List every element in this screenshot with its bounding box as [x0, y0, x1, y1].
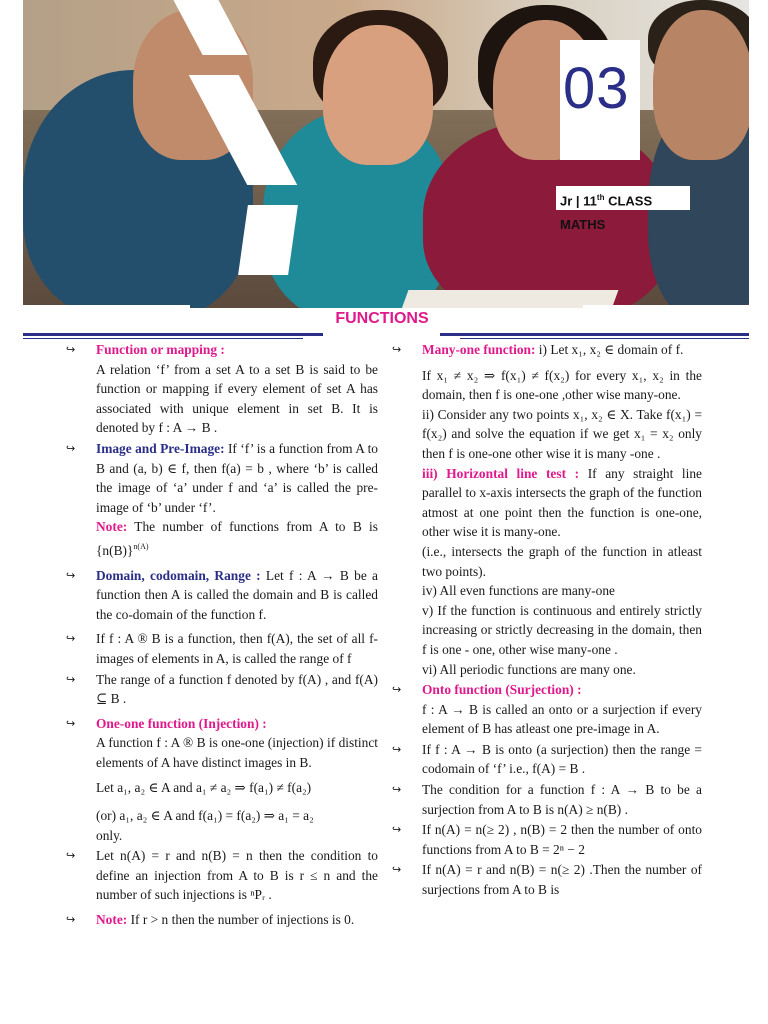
list-item: ↪ If f : A ® B is a function, then f(A), the set of all f-images of elements in A, is called the range of f: [66, 631, 378, 666]
class-label: Jr | 11th CLASS MATHS: [556, 186, 690, 210]
topic-title: FUNCTIONS: [335, 310, 429, 327]
hooked-arrow-icon: ↪: [66, 913, 76, 927]
list-item: ↪ Function or mapping : A relation ‘f’ from a set A to a set B is said to be function or mapping if every element of set A has associated with unique element in set B. It is denoted by f : A → B .: [66, 342, 378, 436]
left-column: [66, 340, 378, 931]
list-item: ↪ The condition for a function f : A → B to be a surjection from A to B is n(A) ≥ n(B) .: [392, 782, 702, 817]
list-item: ↪ Let n(A) = r and n(B) = n then the condition to define an injection from A to B is r ≤ n and the number of such injections is ⁿPᵣ .: [66, 848, 378, 903]
list-item: ↪ Note: If r > n then the number of injections is 0.: [66, 910, 378, 930]
student-4: [653, 10, 749, 160]
hooked-arrow-icon: ↪: [66, 441, 76, 455]
list-item: ↪ Domain, codomain, Range : Let f : A → B be a function then A is called the domain and B is called the co-domain of the function f.: [66, 567, 378, 622]
list-item: ↪ Onto function (Surjection) : f : A → B is called an onto or a surjection if every element of B has atleast one pre-image in A.: [392, 682, 702, 737]
hooked-arrow-icon: ↪: [392, 783, 402, 797]
list-item: ↪ If f : A → B is onto (a surjection) then the range = codomain of ‘f’ i.e., f(A) = B .: [392, 741, 702, 777]
hooked-arrow-icon: ↪: [392, 742, 402, 756]
list-item: ↪ The range of a function f denoted by f(A) , and f(A) ⊆ B .: [66, 671, 378, 707]
hooked-arrow-icon: ↪: [66, 568, 76, 582]
hooked-arrow-icon: ↪: [66, 632, 76, 646]
hooked-arrow-icon: ↪: [392, 823, 402, 837]
student-2: [323, 25, 433, 165]
right-column: [392, 340, 702, 901]
hooked-arrow-icon: ↪: [66, 672, 76, 686]
list-item: ↪ Image and Pre-Image: If ‘f’ is a function from A to B and (a, b) ∈ f, then f(a) = b , where ‘b’ is called the image of ‘a’ under f and ‘a’ is called the pre-image of ‘b’ under ‘f’. Note: The number of functions from A to B is $\{n(B)\}^{n(A)}$: [66, 440, 378, 558]
list-item: ↪ If n(A) = r and n(B) = n(≥ 2) .Then the number of surjections from A to B is: [392, 862, 702, 898]
hooked-arrow-icon: ↪: [66, 849, 76, 863]
hooked-arrow-icon: ↪: [392, 863, 402, 877]
hooked-arrow-icon: ↪: [392, 343, 402, 356]
list-item: ↪ One-one function (Injection) : A function f : A ® B is one-one (injection) if distinct elements of A have distinct images in B. Let a₁, a₂ ∈ A and a₁ ≠ a₂ ⇒ f(a₁) ≠ f(a₂) (or) a₁, a₂ ∈ A and f(a₁) = f(a₂) ⇒ a₁ = a₂ only.: [66, 715, 378, 843]
hooked-arrow-icon: ↪: [392, 683, 402, 697]
header-photo: [23, 0, 749, 308]
list-item: ↪ If n(A) = n(≥ 2) , n(B) = 2 then the number of onto functions from A to B = 2ⁿ − 2: [392, 822, 702, 857]
hooked-arrow-icon: ↪: [66, 716, 76, 730]
chapter-number: 03: [563, 56, 630, 121]
hooked-arrow-icon: ↪: [66, 343, 76, 356]
list-item: ↪ Many-one function: i) Let x₁, x₂ ∈ domain of f. If x₁ ≠ x₂ ⇒ f(x₁) ≠ f(x₂) for every x₁, x₂ in the domain, then f is one-one ,other wise many-one. ii) Consider any two points x₁, x₂ ∈ X. Take f(x₁) = f(x₂) and solve the equation if we get x₁ = x₂ only then f is one-one other wise it is many -one . iii) Horizontal line test : If any straight line parallel to x-axis intersects the graph of the function atmost at one point then the function is one-one, other wise it is many-one. (i.e., intersects the graph of the function in atleast two points). iv) All even functions are many-one v) If the function is continuous and entirely strictly increasing or strictly decreasing in the domain, then f is one - one, other wise many-one . vi) All periodic functions are many one.: [392, 342, 702, 677]
